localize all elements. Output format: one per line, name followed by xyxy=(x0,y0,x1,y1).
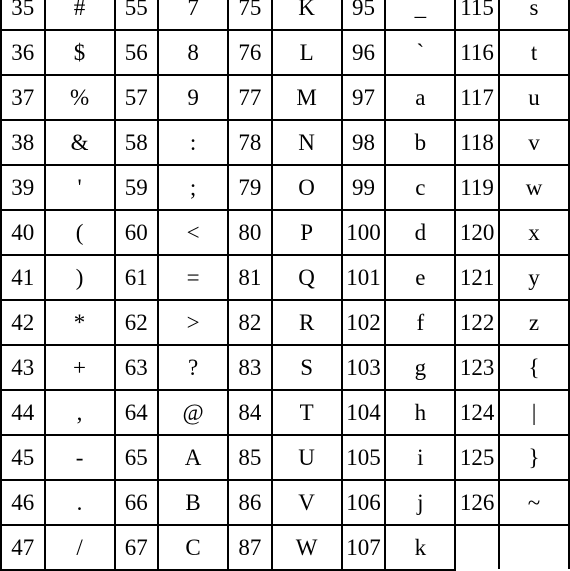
code-cell: 47 xyxy=(1,525,45,570)
code-cell: 87 xyxy=(228,525,272,570)
character-cell: , xyxy=(45,390,115,435)
code-cell: 124 xyxy=(455,390,499,435)
character-cell: . xyxy=(45,480,115,525)
code-cell: 36 xyxy=(1,30,45,75)
code-cell: 43 xyxy=(1,345,45,390)
table-row xyxy=(1,345,569,390)
code-cell: 98 xyxy=(342,120,386,165)
character-cell: = xyxy=(158,255,228,300)
character-cell: a xyxy=(385,75,455,120)
code-cell: 97 xyxy=(342,75,386,120)
character-cell: > xyxy=(158,300,228,345)
character-cell: % xyxy=(45,75,115,120)
code-cell: 105 xyxy=(342,435,386,480)
character-cell: + xyxy=(45,345,115,390)
character-cell: * xyxy=(45,300,115,345)
character-cell: e xyxy=(385,255,455,300)
code-cell: 116 xyxy=(455,30,499,75)
character-cell: V xyxy=(272,480,342,525)
table-row xyxy=(1,300,569,345)
code-cell: 38 xyxy=(1,120,45,165)
character-cell: 9 xyxy=(158,75,228,120)
character-cell: ? xyxy=(158,345,228,390)
code-cell: 121 xyxy=(455,255,499,300)
code-cell: 62 xyxy=(115,300,159,345)
code-cell: 115 xyxy=(455,0,499,30)
code-cell: 44 xyxy=(1,390,45,435)
character-cell: ~ xyxy=(499,480,569,525)
character-cell: } xyxy=(499,435,569,480)
character-cell: y xyxy=(499,255,569,300)
code-cell: 35 xyxy=(1,0,45,30)
character-cell: Q xyxy=(272,255,342,300)
code-cell: 39 xyxy=(1,165,45,210)
character-cell: ) xyxy=(45,255,115,300)
character-cell: N xyxy=(272,120,342,165)
code-cell: 57 xyxy=(115,75,159,120)
table-row xyxy=(1,165,569,210)
code-cell: 99 xyxy=(342,165,386,210)
table-row xyxy=(1,525,569,570)
character-cell: t xyxy=(499,30,569,75)
character-cell: f xyxy=(385,300,455,345)
character-cell: - xyxy=(45,435,115,480)
code-cell: 118 xyxy=(455,120,499,165)
code-cell: 60 xyxy=(115,210,159,255)
code-cell: 86 xyxy=(228,480,272,525)
code-cell: 66 xyxy=(115,480,159,525)
table-row xyxy=(1,480,569,525)
character-cell: $ xyxy=(45,30,115,75)
code-cell: 100 xyxy=(342,210,386,255)
code-cell: 58 xyxy=(115,120,159,165)
character-cell: L xyxy=(272,30,342,75)
code-cell: 125 xyxy=(455,435,499,480)
character-cell: | xyxy=(499,390,569,435)
character-cell: c xyxy=(385,165,455,210)
code-cell: 106 xyxy=(342,480,386,525)
code-cell: 67 xyxy=(115,525,159,570)
code-cell: 80 xyxy=(228,210,272,255)
character-cell: K xyxy=(272,0,342,30)
character-cell: 7 xyxy=(158,0,228,30)
table-row xyxy=(1,435,569,480)
character-cell: b xyxy=(385,120,455,165)
code-cell: 81 xyxy=(228,255,272,300)
character-cell: @ xyxy=(158,390,228,435)
code-cell xyxy=(455,525,499,570)
code-cell: 85 xyxy=(228,435,272,480)
code-cell: 117 xyxy=(455,75,499,120)
code-cell: 79 xyxy=(228,165,272,210)
character-cell: : xyxy=(158,120,228,165)
code-cell: 126 xyxy=(455,480,499,525)
code-cell: 82 xyxy=(228,300,272,345)
code-cell: 122 xyxy=(455,300,499,345)
code-cell: 107 xyxy=(342,525,386,570)
character-cell: ; xyxy=(158,165,228,210)
character-cell: A xyxy=(158,435,228,480)
character-cell: ( xyxy=(45,210,115,255)
character-cell: u xyxy=(499,75,569,120)
code-cell: 102 xyxy=(342,300,386,345)
character-cell: h xyxy=(385,390,455,435)
character-cell: i xyxy=(385,435,455,480)
character-cell: v xyxy=(499,120,569,165)
character-cell: j xyxy=(385,480,455,525)
table-row xyxy=(1,0,569,30)
character-cell: / xyxy=(45,525,115,570)
table-row xyxy=(1,75,569,120)
code-cell: 77 xyxy=(228,75,272,120)
code-cell: 75 xyxy=(228,0,272,30)
character-cell: & xyxy=(45,120,115,165)
code-cell: 119 xyxy=(455,165,499,210)
table-row xyxy=(1,120,569,165)
character-cell: M xyxy=(272,75,342,120)
table-body xyxy=(1,0,569,570)
character-cell: < xyxy=(158,210,228,255)
character-cell: R xyxy=(272,300,342,345)
code-cell: 123 xyxy=(455,345,499,390)
character-cell: _ xyxy=(385,0,455,30)
code-cell: 83 xyxy=(228,345,272,390)
code-cell: 40 xyxy=(1,210,45,255)
character-cell: U xyxy=(272,435,342,480)
character-cell: x xyxy=(499,210,569,255)
code-cell: 84 xyxy=(228,390,272,435)
code-cell: 56 xyxy=(115,30,159,75)
code-cell: 96 xyxy=(342,30,386,75)
code-cell: 46 xyxy=(1,480,45,525)
character-cell: S xyxy=(272,345,342,390)
character-cell: P xyxy=(272,210,342,255)
character-cell: d xyxy=(385,210,455,255)
code-cell: 120 xyxy=(455,210,499,255)
code-cell: 59 xyxy=(115,165,159,210)
code-cell: 101 xyxy=(342,255,386,300)
table-row xyxy=(1,390,569,435)
character-cell: B xyxy=(158,480,228,525)
code-cell: 76 xyxy=(228,30,272,75)
character-cell: k xyxy=(385,525,455,570)
code-cell: 45 xyxy=(1,435,45,480)
character-cell: g xyxy=(385,345,455,390)
code-cell: 37 xyxy=(1,75,45,120)
character-cell: C xyxy=(158,525,228,570)
code-cell: 41 xyxy=(1,255,45,300)
code-cell: 64 xyxy=(115,390,159,435)
character-cell: ` xyxy=(385,30,455,75)
code-cell: 55 xyxy=(115,0,159,30)
character-cell xyxy=(499,525,569,570)
table-row xyxy=(1,210,569,255)
character-cell: { xyxy=(499,345,569,390)
character-cell: # xyxy=(45,0,115,30)
code-cell: 95 xyxy=(342,0,386,30)
code-cell: 61 xyxy=(115,255,159,300)
code-cell: 63 xyxy=(115,345,159,390)
table-row xyxy=(1,255,569,300)
character-cell: W xyxy=(272,525,342,570)
character-cell: w xyxy=(499,165,569,210)
code-cell: 42 xyxy=(1,300,45,345)
character-cell: O xyxy=(272,165,342,210)
character-cell: T xyxy=(272,390,342,435)
code-cell: 65 xyxy=(115,435,159,480)
character-cell: s xyxy=(499,0,569,30)
code-cell: 104 xyxy=(342,390,386,435)
code-cell: 78 xyxy=(228,120,272,165)
character-cell: z xyxy=(499,300,569,345)
table-row xyxy=(1,30,569,75)
character-cell: 8 xyxy=(158,30,228,75)
character-cell: ' xyxy=(45,165,115,210)
code-cell: 103 xyxy=(342,345,386,390)
